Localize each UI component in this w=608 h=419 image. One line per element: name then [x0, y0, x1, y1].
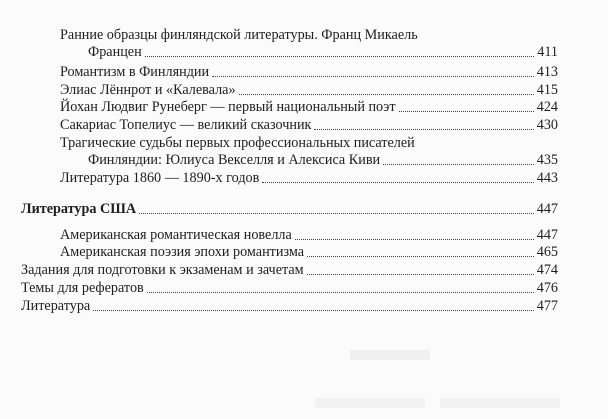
toc-entry-label: Американская романтическая новелла: [60, 227, 292, 243]
leader-dots: [239, 93, 534, 95]
leader-dots: [139, 212, 534, 214]
show-through-mark: [315, 398, 425, 408]
toc-entry-label: Литература 1860 — 1890-х годов: [60, 170, 260, 186]
toc-entry-label: Романтизм в Финляндии: [60, 64, 210, 80]
leader-dots: [295, 238, 534, 240]
page-number: 465: [536, 244, 558, 260]
leader-dots: [93, 309, 533, 311]
toc-entry-literature[interactable]: [21, 298, 558, 314]
toc-entry-lonnrot[interactable]: [60, 82, 558, 98]
toc-entry-label: Элиас Лённрот и «Калевала»: [60, 82, 236, 98]
show-through-mark: [350, 350, 430, 360]
page-number: 447: [536, 227, 558, 243]
page-number: 430: [536, 117, 558, 133]
toc-entry-poetry[interactable]: [60, 244, 558, 260]
page-number: 413: [536, 64, 558, 80]
leader-dots: [314, 128, 533, 130]
toc-entry-label: Задания для подготовки к экзаменам и зачетам: [21, 262, 304, 278]
toc-entry-label: Литература: [21, 298, 91, 314]
toc-entry-label: Финляндии: Юлиуса Векселля и Алексиса Киви: [88, 152, 381, 168]
toc-entry-novella[interactable]: [60, 227, 558, 243]
toc-entry-tragic[interactable]: [88, 152, 558, 168]
page-number: 435: [536, 152, 558, 168]
leader-dots: [307, 273, 534, 275]
page-number: 477: [536, 298, 558, 314]
leader-dots: [307, 255, 534, 257]
page-number: 415: [536, 82, 558, 98]
leader-dots: [262, 181, 533, 183]
toc-entry-romanticism[interactable]: [60, 64, 558, 80]
page-number: 443: [536, 170, 558, 186]
toc-entry-topelius[interactable]: [60, 117, 558, 133]
toc-entry-runeberg[interactable]: [60, 99, 558, 115]
page-number: 424: [536, 99, 558, 115]
leader-dots: [399, 110, 534, 112]
page-number: 474: [536, 262, 558, 278]
toc-entry-label: Сакариас Топелиус — великий сказочник: [60, 117, 312, 133]
leader-dots: [212, 75, 534, 77]
toc-entry-tasks[interactable]: [21, 262, 558, 278]
page-number: 411: [537, 44, 558, 60]
leader-dots: [383, 163, 534, 165]
leader-dots: [147, 291, 534, 293]
toc-entry-topics[interactable]: [21, 280, 558, 296]
leader-dots: [145, 55, 535, 57]
toc-entry-tragic-line1: Трагические судьбы первых профессиональных писателей: [60, 135, 415, 151]
show-through-mark: [440, 398, 560, 408]
toc-section-usa[interactable]: [21, 201, 558, 217]
toc-entry-lit1860[interactable]: [60, 170, 558, 186]
page-number: 447: [536, 201, 558, 217]
page-number: 476: [536, 280, 558, 296]
toc-entry-label: Францен: [88, 44, 142, 60]
toc-entry-early[interactable]: [88, 44, 558, 60]
toc-entry-early-line1: Ранние образцы финляндской литературы. Франц Микаель: [60, 27, 418, 43]
section-heading: Литература США: [21, 201, 137, 217]
toc-entry-label: Темы для рефератов: [21, 280, 144, 296]
toc-entry-label: Американская поэзия эпохи романтизма: [60, 244, 305, 260]
toc-entry-label: Йохан Людвиг Рунеберг — первый национальный поэт: [60, 99, 396, 115]
